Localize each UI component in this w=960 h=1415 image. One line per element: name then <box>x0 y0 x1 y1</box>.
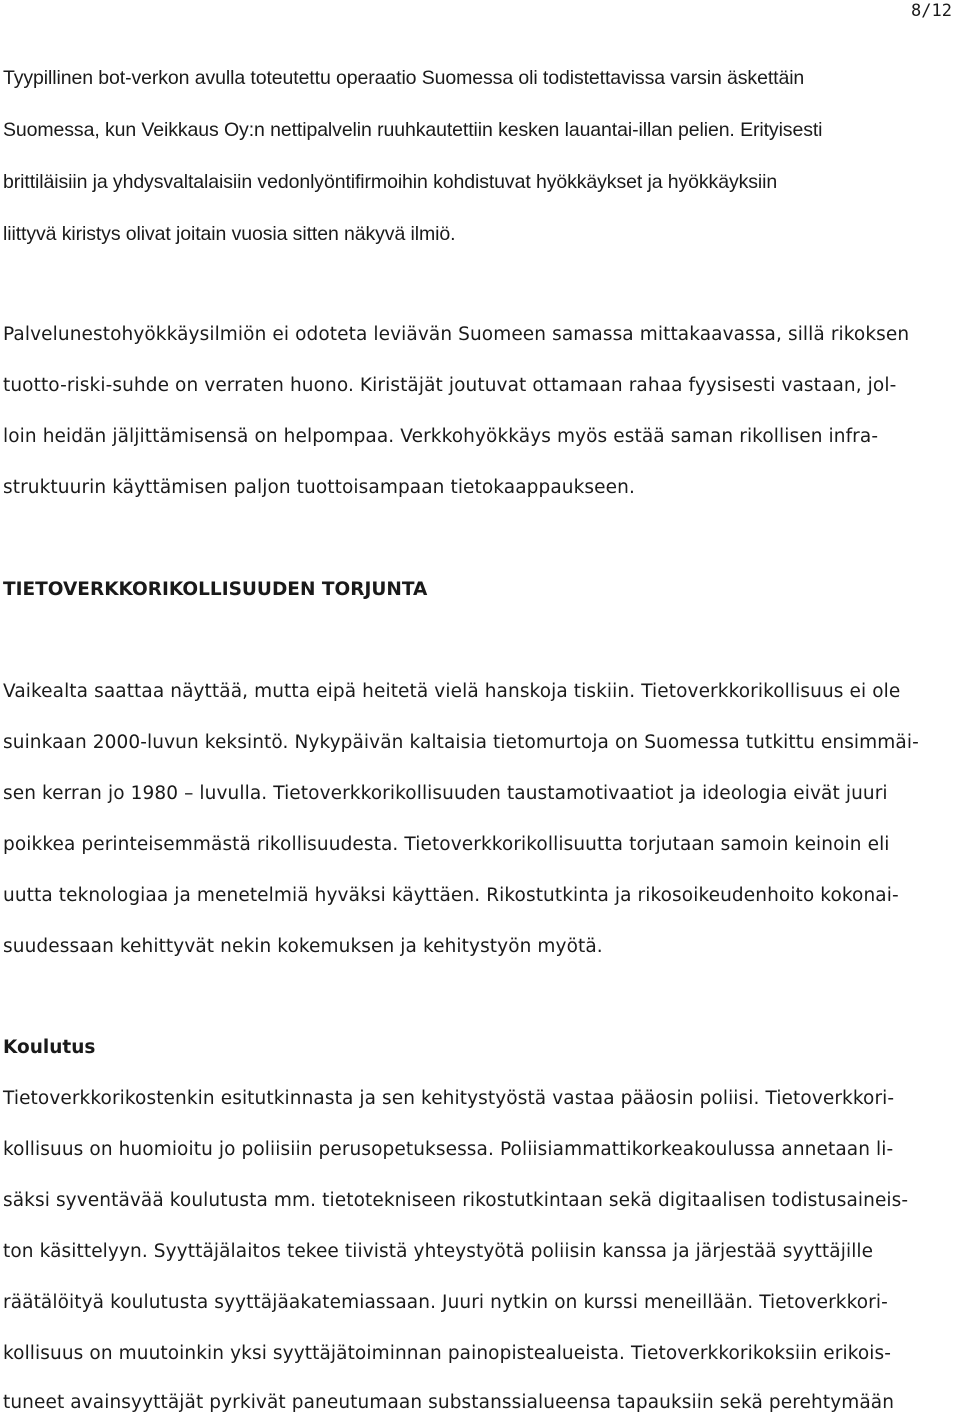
text-line: tuotto-riski-suhde on verraten huono. Kiristäjät joutuvat ottamaan rahaa fyysisesti vastaan, jol- <box>3 375 897 396</box>
text-line: poikkea perinteisemmästä rikollisuudesta. Tietoverkkorikollisuutta torjutaan samoin keinoin eli <box>3 834 890 855</box>
text-line: brittiläisiin ja yhdysvaltalaisiin vedonlyöntifirmoihin kohdistuvat hyökkäykset ja hyökkäyksiin <box>3 171 778 193</box>
text-line: räätälöityä koulutusta syyttäjäakatemiassaan. Juuri nytkin on kurssi meneillään. Tietoverkkori- <box>3 1292 888 1313</box>
text-line: loin heidän jäljittämisensä on helpompaa. Verkkohyökkäys myös estää saman rikollisen infra- <box>3 426 879 447</box>
subsection-heading: Koulutus <box>3 1037 96 1058</box>
text-line: kollisuus on muutoinkin yksi syyttäjätoiminnan painopistealueista. Tietoverkkorikoksiin erikois- <box>3 1343 892 1364</box>
text-line: Vaikealta saattaa näyttää, mutta eipä heitetä vielä hanskoja tiskiin. Tietoverkkorikollisuus ei ole <box>3 681 901 702</box>
text-line: ton käsittelyyn. Syyttäjälaitos tekee tiivistä yhteystyötä poliisin kanssa ja järjestää syyttäjille <box>3 1241 874 1262</box>
text-line: suudessaan kehittyvät nekin kokemuksen ja kehitystyön myötä. <box>3 936 603 957</box>
text-line: suinkaan 2000-luvun keksintö. Nykypäivän kaltaisia tietomurtoja on Suomessa tutkittu ensimmäi- <box>3 732 919 753</box>
page-number: 8/12 <box>911 1 952 21</box>
text-line: sen kerran jo 1980 – luvulla. Tietoverkkorikollisuuden taustamotivaatiot ja ideologia eivät juuri <box>3 783 888 804</box>
text-line: struktuurin käyttämisen paljon tuottoisampaan tietokaappaukseen. <box>3 477 635 498</box>
text-line: Palvelunestohyökkäysilmiön ei odoteta leviävän Suomeen samassa mittakaavassa, sillä rikoksen <box>3 324 910 345</box>
text-line: liittyvä kiristys olivat joitain vuosia sitten näkyvä ilmiö. <box>3 223 456 245</box>
text-line: Tietoverkkorikostenkin esitutkinnasta ja sen kehitystyöstä vastaa pääosin poliisi. Tietoverkkori- <box>3 1088 895 1109</box>
text-line: uutta teknologiaa ja menetelmiä hyväksi käyttäen. Rikostutkinta ja rikosoikeudenhoito kokonai- <box>3 885 899 906</box>
text-line: Tyypillinen bot-verkon avulla toteutettu operaatio Suomessa oli todistettavissa varsin äskettäin <box>3 67 805 89</box>
section-heading: TIETOVERKKORIKOLLISUUDEN TORJUNTA <box>3 579 428 600</box>
text-line: kollisuus on huomioitu jo poliisiin perusopetuksessa. Poliisiammattikorkeakoulussa annetaan li- <box>3 1139 894 1160</box>
text-line: Suomessa, kun Veikkaus Oy:n nettipalvelin ruuhkautettiin kesken lauantai-illan pelien. Erityisesti <box>3 119 823 141</box>
text-line: tuneet avainsyyttäjät pyrkivät paneutumaan substanssialueensa tapauksiin sekä perehtymään <box>3 1392 895 1413</box>
text-line: säksi syventävää koulutusta mm. tietotekniseen rikostutkintaan sekä digitaalisen todistusaineis- <box>3 1190 909 1211</box>
